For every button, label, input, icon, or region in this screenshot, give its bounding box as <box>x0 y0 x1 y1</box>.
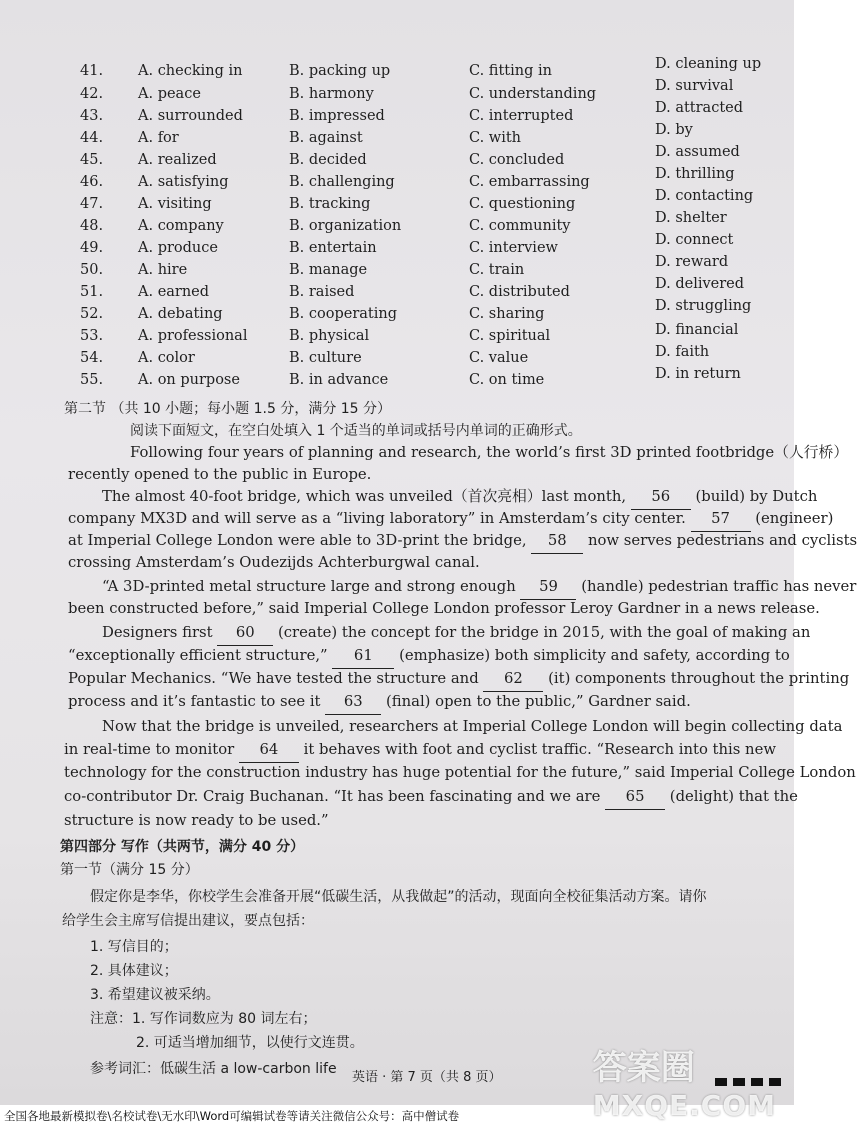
para3-line2: been constructed before,” said Imperial College London professor Leroy Gardner in a news release. <box>68 600 820 617</box>
option-a[interactable]: A. professional <box>138 328 248 344</box>
para4-line4: process and it’s fantastic to see it 63 (final) open to the public,” Gardner said. <box>68 691 691 715</box>
note-2: 2. 可适当增加细节，以使行文连贯。 <box>136 1035 364 1051</box>
option-d[interactable]: D. struggling <box>655 298 752 314</box>
para4-line2: “exceptionally efficient structure,” 61 (emphasize) both simplicity and safety, according to <box>68 645 790 669</box>
blank-56[interactable]: 56 <box>631 486 691 510</box>
option-n: 53. <box>80 328 104 344</box>
option-d[interactable]: D. shelter <box>655 210 727 226</box>
option-n: 47. <box>80 196 104 212</box>
option-d[interactable]: D. attracted <box>655 100 744 116</box>
para2-line2: company MX3D and will serve as a “living laboratory” in Amsterdam’s city center. 57 (engineer) <box>68 508 833 532</box>
option-c[interactable]: C. fitting in <box>469 63 552 79</box>
option-c[interactable]: C. value <box>469 350 529 366</box>
blank-60[interactable]: 60 <box>217 622 273 646</box>
option-b[interactable]: B. decided <box>289 152 367 168</box>
option-c[interactable]: C. distributed <box>469 284 570 300</box>
prompt-line1: 假定你是李华，你校学生会准备开展“低碳生活，从我做起”的活动，现面向全校征集活动方案。请你 <box>90 889 707 905</box>
option-c[interactable]: C. sharing <box>469 306 545 322</box>
option-a[interactable]: A. surrounded <box>138 108 243 124</box>
option-b[interactable]: B. challenging <box>289 174 395 190</box>
para5-line1: Now that the bridge is unveiled, researchers at Imperial College London will begin collecting data <box>102 718 843 735</box>
part4-subheading: 第一节（满分 15 分） <box>60 862 199 878</box>
option-d[interactable]: D. faith <box>655 344 710 360</box>
para4-line1: Designers first 60 (create) the concept for the bridge in 2015, with the goal of making an <box>102 622 810 646</box>
prompt-line2: 给学生会主席写信提出建议，要点包括： <box>62 913 314 929</box>
option-n: 49. <box>80 240 104 256</box>
blank-57[interactable]: 57 <box>691 508 751 532</box>
point-1: 1. 写信目的； <box>90 939 178 955</box>
para5-line2: in real-time to monitor 64 it behaves with foot and cyclist traffic. “Research into this new <box>64 739 776 763</box>
option-b[interactable]: B. packing up <box>289 63 391 79</box>
option-b[interactable]: B. in advance <box>289 372 389 388</box>
blank-64[interactable]: 64 <box>239 739 299 763</box>
option-c[interactable]: C. train <box>469 262 525 278</box>
option-d[interactable]: D. connect <box>655 232 734 248</box>
option-c[interactable]: C. interrupted <box>469 108 574 124</box>
option-n: 54. <box>80 350 104 366</box>
option-b[interactable]: B. against <box>289 130 363 146</box>
para3-line1: “A 3D-printed metal structure large and strong enough 59 (handle) pedestrian traffic has never <box>102 576 856 600</box>
option-d[interactable]: D. contacting <box>655 188 754 204</box>
option-c[interactable]: C. understanding <box>469 86 597 102</box>
point-3: 3. 希望建议被采纳。 <box>90 987 220 1003</box>
para2-line1: The almost 40-foot bridge, which was unveiled（首次亮相）last month, 56 (build) by Dutch <box>102 486 817 510</box>
para1-line1: Following four years of planning and research, the world’s first 3D printed footbridge（人行桥） <box>130 444 849 461</box>
option-n: 55. <box>80 372 104 388</box>
blank-61[interactable]: 61 <box>332 645 394 669</box>
option-n: 41. <box>80 63 104 79</box>
option-c[interactable]: C. embarrassing <box>469 174 590 190</box>
watermark-line2: MXQE.COM <box>592 1089 776 1122</box>
para2-line4: crossing Amsterdam’s Oudezijds Achterburgwal canal. <box>68 554 480 571</box>
option-d[interactable]: D. delivered <box>655 276 745 292</box>
para5-line3: technology for the construction industry has huge potential for the future,” said Imperial College London <box>64 764 856 781</box>
para5-line5: structure is now ready to be used.” <box>64 812 329 829</box>
point-2: 2. 具体建议； <box>90 963 178 979</box>
part4-heading: 第四部分 写作（共两节，满分 40 分） <box>60 839 305 855</box>
blank-58[interactable]: 58 <box>531 530 583 554</box>
option-a[interactable]: A. produce <box>138 240 218 256</box>
note-1: 注意：1. 写作词数应为 80 词左右； <box>90 1011 317 1027</box>
option-c[interactable]: C. questioning <box>469 196 576 212</box>
watermark-line1: 答案圈 <box>592 1048 695 1088</box>
option-d[interactable]: D. survival <box>655 78 734 94</box>
option-n: 48. <box>80 218 104 234</box>
option-a[interactable]: A. realized <box>138 152 217 168</box>
option-n: 44. <box>80 130 104 146</box>
option-b[interactable]: B. manage <box>289 262 368 278</box>
para2-line3: at Imperial College London were able to 3D-print the bridge, 58 now serves pedestrians and cyclists <box>68 530 857 554</box>
blank-65[interactable]: 65 <box>605 786 665 810</box>
option-c[interactable]: C. with <box>469 130 522 146</box>
option-d[interactable]: D. reward <box>655 254 729 270</box>
watermark-logo <box>593 1040 776 1122</box>
option-b[interactable]: B. culture <box>289 350 362 366</box>
option-n: 42. <box>80 86 104 102</box>
para4-line3: Popular Mechanics. “We have tested the structure and 62 (it) components throughout the printing <box>68 668 849 692</box>
option-a[interactable]: A. hire <box>138 262 188 278</box>
para5-line4: co-contributor Dr. Craig Buchanan. “It has been fascinating and we are 65 (delight) that the <box>64 786 798 810</box>
page-footer: 英语 · 第 7 页（共 8 页） <box>352 1070 502 1085</box>
option-n: 51. <box>80 284 104 300</box>
option-n: 52. <box>80 306 104 322</box>
option-d[interactable]: D. assumed <box>655 144 740 160</box>
option-n: 45. <box>80 152 104 168</box>
option-c[interactable]: C. spiritual <box>469 328 551 344</box>
option-n: 46. <box>80 174 104 190</box>
section2-heading: 第二节 （共 10 小题；每小题 1.5 分，满分 15 分） <box>64 401 392 417</box>
option-a[interactable]: A. checking in <box>138 63 243 79</box>
option-b[interactable]: B. entertain <box>289 240 377 256</box>
option-d[interactable]: D. in return <box>655 366 741 382</box>
blank-59[interactable]: 59 <box>520 576 576 600</box>
option-c[interactable]: C. on time <box>469 372 545 388</box>
option-d[interactable]: D. cleaning up <box>655 56 762 72</box>
para1-line2: recently opened to the public in Europe. <box>68 466 372 483</box>
option-a[interactable]: A. for <box>138 130 179 146</box>
option-n: 50. <box>80 262 104 278</box>
option-n: 43. <box>80 108 104 124</box>
option-a[interactable]: A. company <box>138 218 224 234</box>
option-c[interactable]: C. concluded <box>469 152 565 168</box>
option-a[interactable]: A. satisfying <box>138 174 229 190</box>
option-c[interactable]: C. interview <box>469 240 558 256</box>
option-a[interactable]: A. color <box>138 350 195 366</box>
blank-62[interactable]: 62 <box>483 668 543 692</box>
option-a[interactable]: A. debating <box>138 306 223 322</box>
option-b[interactable]: B. raised <box>289 284 355 300</box>
bottom-note: 全国各地最新模拟卷\名校试卷\无水印\Word可编辑试卷等请关注微信公众号：高中僧试卷 <box>4 1109 460 1123</box>
option-d[interactable]: D. by <box>655 122 693 138</box>
option-a[interactable]: A. earned <box>138 284 210 300</box>
option-a[interactable]: A. visiting <box>138 196 212 212</box>
option-b[interactable]: B. impressed <box>289 108 385 124</box>
vocab-hint: 参考词汇：低碳生活 a low-carbon life <box>90 1061 337 1077</box>
option-b[interactable]: B. organization <box>289 218 402 234</box>
option-d[interactable]: D. financial <box>655 322 739 338</box>
option-c[interactable]: C. community <box>469 218 571 234</box>
option-b[interactable]: B. physical <box>289 328 370 344</box>
option-b[interactable]: B. harmony <box>289 86 374 102</box>
option-b[interactable]: B. tracking <box>289 196 371 212</box>
section2-instruction: 阅读下面短文，在空白处填入 1 个适当的单词或括号内单词的正确形式。 <box>130 423 582 439</box>
option-a[interactable]: A. peace <box>138 86 201 102</box>
blank-63[interactable]: 63 <box>325 691 381 715</box>
option-d[interactable]: D. thrilling <box>655 166 735 182</box>
option-b[interactable]: B. cooperating <box>289 306 397 322</box>
option-a[interactable]: A. on purpose <box>138 372 240 388</box>
